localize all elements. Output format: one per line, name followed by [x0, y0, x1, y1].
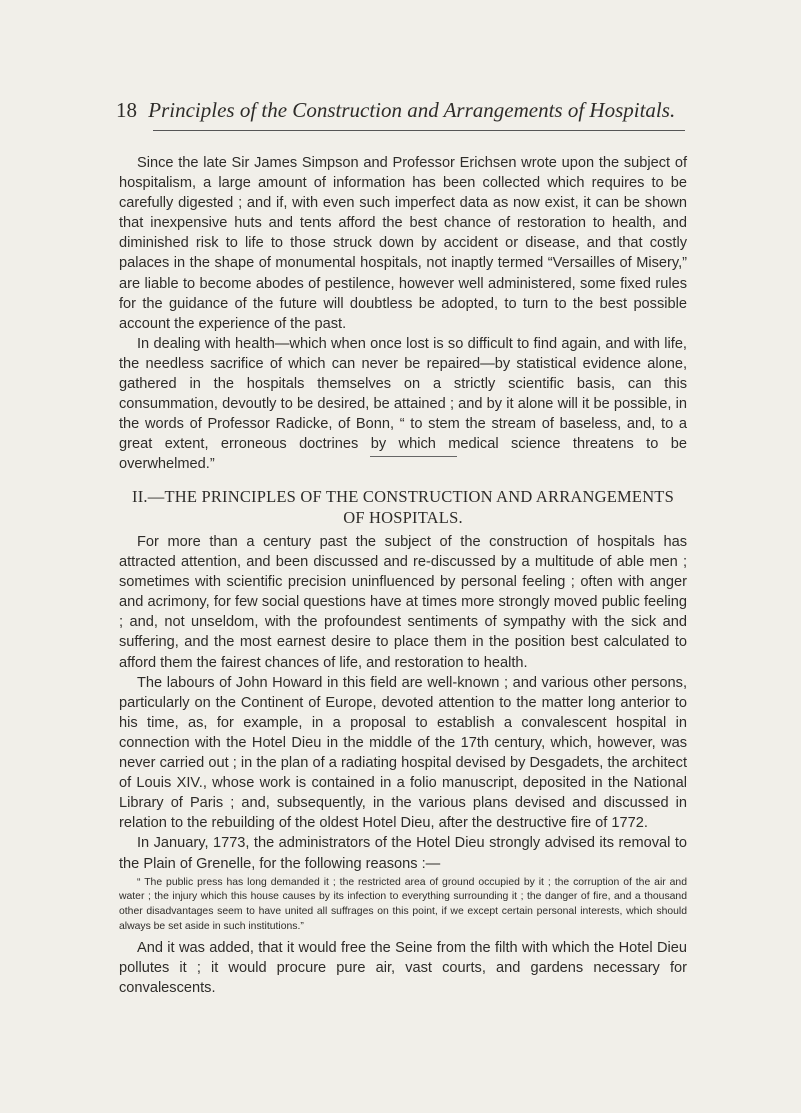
paragraph: Since the late Sir James Simpson and Professor Erichsen wrote upon the subject of hospitalism, a large amount of information has been collected which requires to be carefully digested ; and if, with even such imperfect data as now exist, it can be shown that inexpensive huts and tents afford the best chance of restoration to health, and diminished risk to life to those struck down by accident or disease, and that costly palaces in the shape of monumental hospitals, not inaptly termed “Versailles of Misery,” are liable to become abodes of pestilence, however well administered, some fixed rules for the guidance of the future will doubtless be adopted, to turn to the best possible account the experience of the past. [119, 155, 687, 332]
paragraph: The labours of John Howard in this field are well-known ; and various other persons, particularly on the Continent of Europe, devoted attention to the matter long anterior to his time, as, for example, in a proposal to establish a convalescent hospital in connection with the Hotel Dieu in the middle of the 17th century, which, however, was never carried out ; in the plan of a radiating hospital devised by Desgadets, the architect of Louis XIV., whose work is contained in a folio manuscript, deposited in the National Library of Paris ; and, subsequently, in the various plans devised and discussed in relation to the rebuilding of the oldest Hotel Dieu, after the destructive fire of 1772. [119, 674, 687, 832]
page-title: Principles of the Construction and Arrangements of Hospitals. [148, 98, 676, 122]
running-header [116, 96, 706, 124]
paragraph: In January, 1773, the administrators of the Hotel Dieu strongly advised its removal to the Plain of Grenelle, for the following reasons :— [119, 835, 687, 872]
heading-line: II.—THE PRINCIPLES OF THE CONSTRUCTION AND ARRANGEMENTS [132, 487, 674, 506]
paragraph: In dealing with health—which when once lost is so difficult to find again, and with life, the needless sacrifice of which can never be repaired—by statistical evidence alone, gathered in the hospitals themselves on a strictly scientific basis, can this consummation, devoutly to be desired, be attained ; and by it alone will it be possible, in the words of Professor Radicke, of Bonn, “ to stem the stream of baseless, and, to a great extent, erroneous doctrines by which medical science threatens to be overwhelmed.” [119, 335, 687, 473]
paragraph: For more than a century past the subject of the construction of hospitals has attracted attention, and been discussed and re-discussed by a multitude of able men ; sometimes with scientific precision uninfluenced by personal feeling ; often with anger and acrimony, for few social questions have at times more strongly moved public feeling ; and, not unseldom, with the profoundest sentiments of sympathy with the sick and suffering, and the most earnest desire to place them in the position best calculated to afford them the fairest chances of life, and restoration to health. [119, 534, 687, 671]
paragraph: And it was added, that it would free the Seine from the filth with which the Hotel Dieu pollutes it ; it would procure pure air, vast courts, and gardens necessary for convalescents. [119, 939, 687, 996]
section-text [119, 532, 687, 998]
section-heading [119, 486, 687, 528]
block-quote: “ The public press has long demanded it ; the restricted area of ground occupied by it ; the corruption of the air and water ; the injury which this house causes by its infection to everything surrounding it ; the danger of fire, and a thousand other disadvantages seem to have united all suffrages on this point, if we except certain personal interests, which should always be set aside in such institutions.” [119, 876, 687, 932]
page-number: 18 [116, 98, 137, 122]
section-divider [370, 456, 457, 457]
header-rule [153, 130, 685, 131]
intro-text [119, 153, 687, 475]
heading-line: OF HOSPITALS. [343, 508, 463, 527]
